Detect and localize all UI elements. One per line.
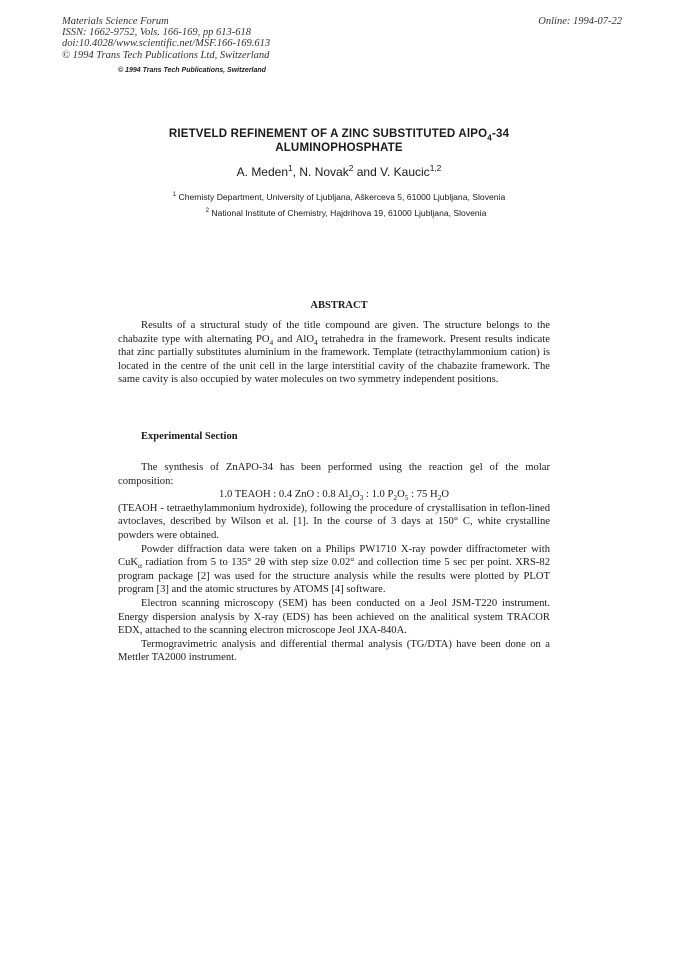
paragraph: The synthesis of ZnAPO-34 has been performed using the reaction gel of the molar composition: [118,462,550,487]
journal-name: Materials Science Forum [62,16,169,27]
section-heading: Experimental Section [141,431,238,442]
paragraph: Powder diffraction data were taken on a Philips PW1710 X-ray powder diffractometer with CuK$_\alpha$ radiation from 5 to 135° 2θ with step size 0.02° and collection time 5 sec per point. XRS-82 program package [2] was used for the structure analysis while the results were plotted by PLOT program [3] and the atomic structures by ATOMS [4] software. [118,543,550,596]
author: V. Kaucic [380,165,430,179]
reaction-formula: 1.0 TEAOH : 0.4 ZnO : 0.8 $Al_2O_3$ : 1.0 $P_2O_5$ : 75 $H_2O$ [219,489,449,503]
online-date: Online: 1994-07-22 [538,16,622,27]
paragraph: Termogravimetric analysis and differential thermal analysis (TG/DTA) have been done on a Mettler TA2000 instrument. [118,638,550,664]
author-list: A. Meden$^1$, N. Novak$^2$ and V. Kaucic$^{1,2}$ [236,163,442,179]
issn-line: ISSN: 1662-9752, Vols. 166-169, pp 613-618 [62,27,251,39]
abstract-body: Results of a structural study of the title compound are given. The structure belongs to the chabazite type with alternating $PO_4$ and AlO$_4$ tetrahedra in the framework. Present results indicate that zinc partially substitutes aluminium in the framework. Template (tetracthylammonium cation) is located in the centre of the unit cell in the large interstitial cavity of the chabazite framework. The same cavity is also occupied by water molecules on two symmetry independent positions. [118,320,551,386]
abstract-heading: ABSTRACT [310,300,368,311]
paragraph: (TEAOH - tetraethylammonium hydroxide), following the procedure of crystallisation in teflon-lined avtoclaves, described by Wilson et al. [1]. In the course of 3 days at 150° C, white crystalline powders were obtained. [118,502,550,541]
author: A. Meden [236,165,289,179]
publisher-line: © 1994 Trans Tech Publications, Switzerland [118,67,266,74]
copyright-line: © 1994 Trans Tech Publications Ltd, Switzerland [62,49,270,61]
title-line-1: RIETVELD REFINEMENT OF A ZINC SUBSTITUTED AlPO$_4$-34 [168,128,510,143]
paper-title [0,128,678,155]
experimental-body [118,461,550,665]
author: N. Novak [299,165,349,179]
paragraph: Electron scanning microscopy (SEM) has been conducted on a Jeol JSM-T220 instrument. Energy dispersion analysis by X-ray (EDS) has been achieved on the analitical system TRACOR EDX, attached to the scanning electron microscope Jeol JXA-840A. [118,597,550,637]
doi-line[interactable]: doi:10.4028/www.scientific.net/MSF.166-169.613 [62,38,271,50]
affiliation-1: $^1$ Chemisty Department, University of Ljubljana, Aškerceva 5, 61000 Ljubljana, Slovenia [172,192,506,202]
affiliation-2: $^2$ National Institute of Chemistry, Hajdrihova 19, 61000 Ljubljana, Slovenia [205,208,487,218]
journal-citation [62,16,270,61]
title-line-2: ALUMINOPHOSPHATE [275,141,403,154]
